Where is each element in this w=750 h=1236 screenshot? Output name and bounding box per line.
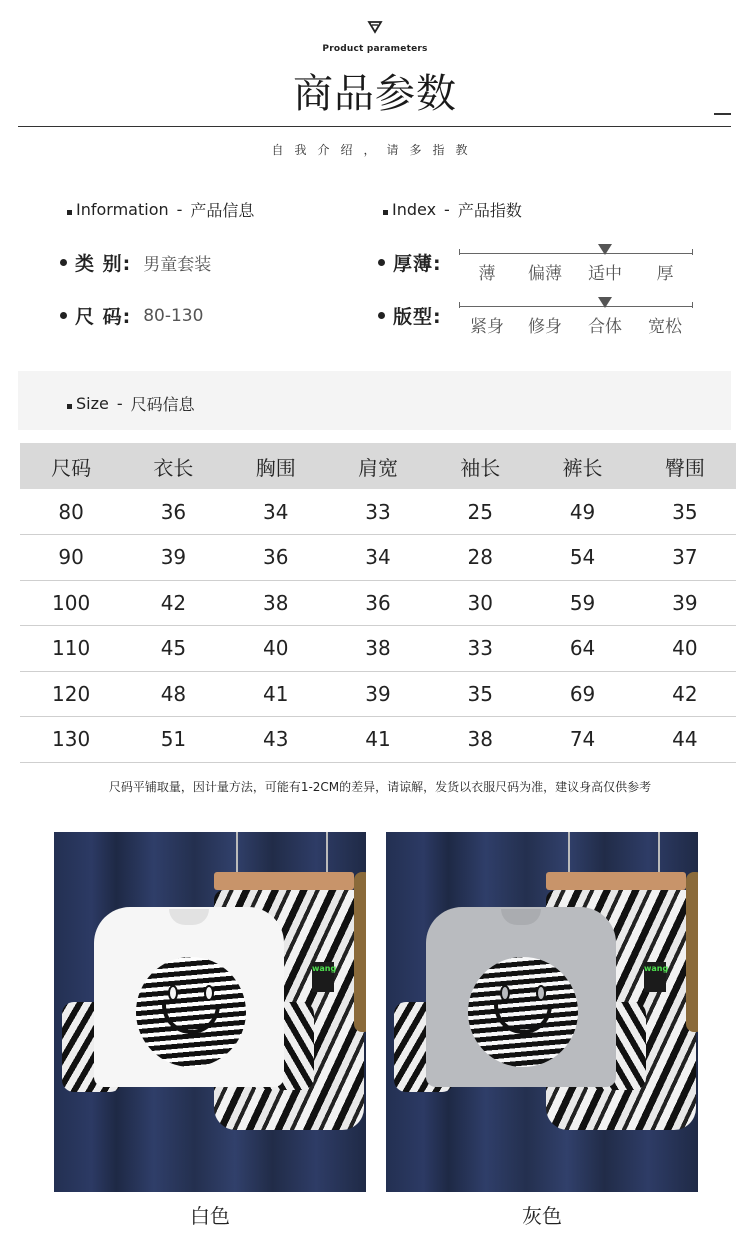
information-separator: - (176, 200, 183, 219)
table-cell: 42 (634, 671, 736, 717)
square-bullet-icon (67, 404, 72, 409)
table-cell: 34 (327, 535, 429, 581)
scale-option: 修身 (528, 317, 562, 337)
table-cell: 59 (531, 580, 633, 626)
table-cell: 30 (429, 580, 531, 626)
table-cell: 74 (531, 717, 633, 763)
bullet-dot-icon (378, 312, 385, 319)
size-note: 尺码平铺取量，因计量方法，可能有1-2CM的差异，请谅解，发货以衣服尺码为准，建议身高仅供参考 (108, 780, 652, 794)
table-header-row (20, 443, 736, 489)
table-cell: 39 (122, 535, 224, 581)
column-header: 胸围 (225, 443, 327, 489)
size-table (20, 443, 736, 763)
attribute-category (60, 249, 211, 276)
table-cell: 44 (634, 717, 736, 763)
table-cell: 39 (634, 580, 736, 626)
product-photo-gray (386, 832, 698, 1192)
table-cell: 38 (327, 626, 429, 672)
header-divider (18, 126, 731, 127)
scale-tick (692, 302, 693, 308)
attribute-value: 男童套装 (143, 255, 212, 275)
attribute-size (60, 302, 203, 329)
table-cell: 39 (327, 671, 429, 717)
scale-line (459, 253, 693, 254)
hanger-hook (658, 832, 660, 876)
size-heading (67, 392, 195, 415)
smiley-eye (536, 985, 546, 1001)
size-separator: - (116, 394, 123, 413)
attribute-value: 80-130 (143, 305, 204, 326)
table-row (20, 580, 736, 626)
index-thickness-label (378, 249, 442, 276)
table-cell: 38 (429, 717, 531, 763)
index-key: 厚薄: (393, 253, 442, 275)
bullet-dot-icon (378, 259, 385, 266)
table-cell: 51 (122, 717, 224, 763)
scale-tick (459, 249, 460, 255)
product-photo-white (54, 832, 366, 1192)
intro-text: 自我介绍，请多指教 (271, 143, 479, 157)
table-cell: 37 (634, 535, 736, 581)
table-row (20, 717, 736, 763)
bullet-dot-icon (60, 312, 67, 319)
table-cell: 33 (429, 626, 531, 672)
smiley-eye (500, 985, 510, 1001)
table-cell: 35 (634, 489, 736, 535)
scale-tick (692, 249, 693, 255)
index-label-en: Index (392, 200, 437, 219)
scale-option: 偏薄 (528, 264, 562, 284)
table-cell: 34 (225, 489, 327, 535)
attribute-key: 尺 码: (75, 306, 132, 328)
thickness-scale (459, 244, 693, 290)
attribute-key: 类 别: (75, 253, 132, 275)
size-label-cn: 尺码信息 (130, 395, 195, 414)
pants-tag: wang (312, 962, 334, 992)
table-cell: 40 (634, 626, 736, 672)
column-header: 臀围 (634, 443, 736, 489)
table-cell: 28 (429, 535, 531, 581)
pants-tag: wang (644, 962, 666, 992)
table-row (20, 489, 736, 535)
scale-option: 合体 (588, 317, 622, 337)
hanger-hook (236, 832, 238, 876)
scale-option: 适中 (588, 264, 622, 284)
wooden-hanger (546, 872, 686, 890)
table-cell: 40 (225, 626, 327, 672)
index-fit-label (378, 302, 442, 329)
table-cell: 48 (122, 671, 224, 717)
table-cell: 110 (20, 626, 122, 672)
page-title: 商品参数 (293, 71, 457, 117)
smiley-eye (168, 985, 178, 1001)
hanger-hook (326, 832, 328, 876)
information-heading (67, 198, 254, 221)
wicker-basket (354, 872, 366, 1032)
scale-tick (459, 302, 460, 308)
column-header: 尺码 (20, 443, 122, 489)
table-cell: 25 (429, 489, 531, 535)
wicker-basket (686, 872, 698, 1032)
table-cell: 38 (225, 580, 327, 626)
table-cell: 100 (20, 580, 122, 626)
scale-option: 紧身 (470, 317, 504, 337)
table-row (20, 671, 736, 717)
table-cell: 120 (20, 671, 122, 717)
scale-marker-icon (598, 297, 612, 308)
table-cell: 41 (327, 717, 429, 763)
column-header: 肩宽 (327, 443, 429, 489)
wooden-hanger (214, 872, 354, 890)
index-label-cn: 产品指数 (457, 201, 522, 220)
square-bullet-icon (67, 210, 72, 215)
index-heading (383, 198, 522, 221)
index-key: 版型: (393, 306, 442, 328)
table-cell: 43 (225, 717, 327, 763)
table-cell: 45 (122, 626, 224, 672)
table-row (20, 535, 736, 581)
bullet-dot-icon (60, 259, 67, 266)
column-header: 衣长 (122, 443, 224, 489)
square-bullet-icon (383, 210, 388, 215)
header-dash (714, 113, 731, 115)
color-caption-gray: 灰色 (522, 1204, 562, 1228)
table-cell: 42 (122, 580, 224, 626)
column-header: 裤长 (531, 443, 633, 489)
header-subtitle: Product parameters (322, 44, 428, 54)
smiley-eye (204, 985, 214, 1001)
table-cell: 33 (327, 489, 429, 535)
table-cell: 49 (531, 489, 633, 535)
scale-option: 宽松 (648, 317, 682, 337)
table-cell: 90 (20, 535, 122, 581)
scale-option: 厚 (656, 264, 674, 284)
table-cell: 36 (225, 535, 327, 581)
down-triangle-icon (367, 20, 383, 34)
color-caption-white: 白色 (190, 1204, 230, 1228)
table-cell: 36 (327, 580, 429, 626)
table-row (20, 626, 736, 672)
fit-scale (459, 297, 693, 343)
scale-option: 薄 (478, 264, 496, 284)
information-label-en: Information (76, 200, 169, 219)
scale-line (459, 306, 693, 307)
index-separator: - (444, 200, 450, 219)
table-cell: 36 (122, 489, 224, 535)
table-cell: 41 (225, 671, 327, 717)
table-cell: 54 (531, 535, 633, 581)
table-cell: 69 (531, 671, 633, 717)
table-cell: 130 (20, 717, 122, 763)
table-cell: 35 (429, 671, 531, 717)
column-header: 袖长 (429, 443, 531, 489)
size-label-en: Size (76, 394, 109, 413)
hanger-hook (568, 832, 570, 876)
information-label-cn: 产品信息 (190, 201, 255, 220)
table-cell: 80 (20, 489, 122, 535)
table-cell: 64 (531, 626, 633, 672)
scale-marker-icon (598, 244, 612, 255)
